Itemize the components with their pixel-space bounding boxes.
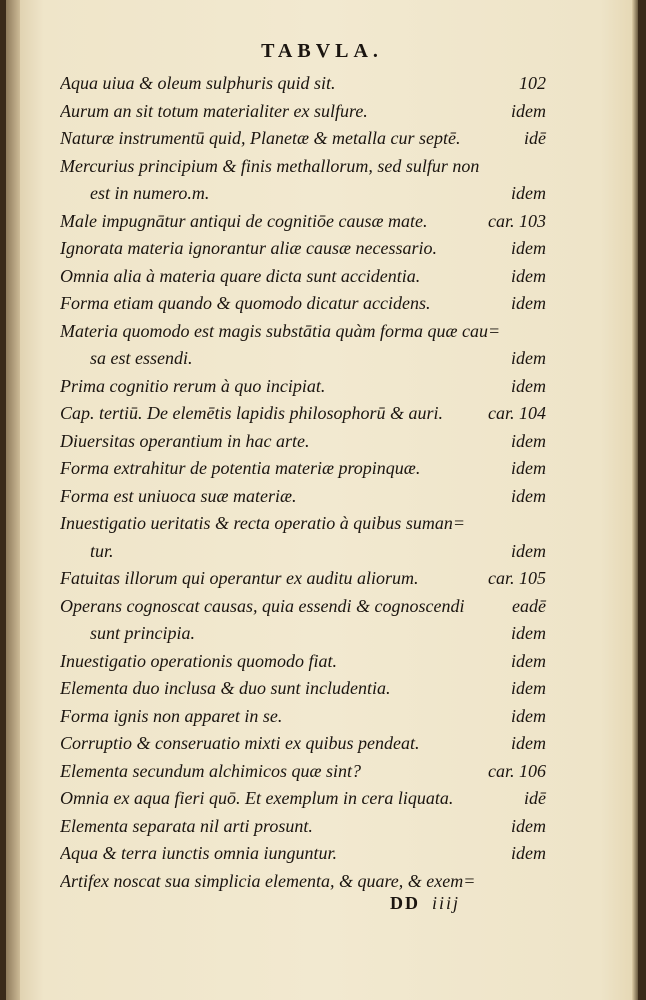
index-entry (60, 290, 546, 318)
entry-page-ref: idem (511, 183, 546, 203)
entry-text: Forma ignis non apparet in se. (60, 705, 283, 726)
index-entry (60, 565, 546, 593)
entry-text: Artifex noscat sua simplicia elementa, & quare, & exem= (60, 870, 476, 891)
entry-page-ref: idem (511, 815, 546, 836)
index-entries (60, 70, 546, 895)
entry-text: Omnia ex aqua fieri quō. Et exemplum in cera liquata. (60, 788, 454, 808)
entry-text: Fatuitas illorum qui operantur ex auditu aliorum. (60, 568, 419, 588)
leaf-number: iiij (432, 893, 461, 913)
entry-text: sunt principia. (90, 623, 196, 643)
page-edge (632, 0, 638, 1000)
entry-text: Inuestigatio operationis quomodo fiat. (60, 650, 337, 671)
entry-page-ref: idem (511, 485, 546, 506)
entry-page-ref: idem (511, 705, 546, 726)
index-entry (60, 180, 546, 208)
entry-text: Ignorata materia ignorantur aliæ causæ necessario. (60, 238, 437, 258)
entry-page-ref: car. 105 (488, 568, 546, 588)
index-entry (60, 538, 546, 566)
entry-text: Prima cognitio rerum à quo incipiat. (60, 375, 326, 396)
entry-page-ref: car. 106 (488, 760, 546, 781)
index-entry (60, 345, 546, 373)
entry-text: Operans cognoscat causas, quia essendi & cognoscendi (60, 595, 465, 616)
index-entry (60, 730, 546, 758)
entry-page-ref: 102 (519, 73, 546, 93)
index-entry (60, 153, 546, 181)
entry-page-ref: idē (524, 128, 546, 148)
index-entry (60, 675, 546, 703)
index-entry (60, 373, 546, 401)
index-entry (60, 510, 546, 538)
entry-page-ref: idem (511, 265, 546, 286)
index-entry (60, 785, 546, 813)
entry-page-ref: eadē (512, 595, 546, 616)
book-page (6, 0, 638, 1000)
entry-text: est in numero.m. (90, 183, 210, 203)
signature-letters: DD (390, 893, 420, 913)
entry-page-ref: idem (511, 843, 546, 863)
entry-page-ref: idem (511, 375, 546, 396)
index-entry (60, 428, 546, 456)
index-entry (60, 235, 546, 263)
entry-text: Forma etiam quando & quomodo dicatur accidens. (60, 293, 431, 313)
index-entry (60, 840, 546, 868)
entry-page-ref: idem (511, 623, 546, 643)
entry-page-ref: idem (511, 293, 546, 313)
entry-text: Materia quomodo est magis substātia quàm forma quæ cau= (60, 320, 501, 341)
index-entry (60, 455, 546, 483)
index-entry (60, 98, 546, 126)
entry-text: Forma est uniuoca suæ materiæ. (60, 485, 297, 506)
index-entry (60, 318, 546, 346)
entry-text: Aqua uiua & oleum sulphuris quid sit. (60, 73, 336, 93)
index-entry (60, 703, 546, 731)
entry-page-ref: idem (511, 458, 546, 478)
entry-text: Cap. tertiū. De elemētis lapidis philosophorū & auri. (60, 403, 443, 423)
entry-text: Elementa duo inclusa & duo sunt includentia. (60, 678, 391, 698)
entry-text: Elementa separata nil arti prosunt. (60, 815, 313, 836)
page-heading: TABVLA. (261, 40, 383, 62)
index-entry (60, 483, 546, 511)
entry-text: Corruptio & conseruatio mixti ex quibus pendeat. (60, 733, 420, 753)
index-entry (60, 70, 546, 98)
entry-page-ref: car. 103 (488, 210, 546, 231)
entry-page-ref: idem (511, 348, 546, 368)
entry-text: Forma extrahitur de potentia materiæ propinquæ. (60, 458, 421, 478)
entry-text: Elementa secundum alchimicos quæ sint? (60, 760, 361, 781)
entry-text: Male impugnātur antiqui de cognitiōe causæ mate. (60, 210, 428, 231)
book-spine-shadow (6, 0, 20, 1000)
entry-page-ref: idem (511, 678, 546, 698)
entry-page-ref: idem (511, 100, 546, 121)
entry-text: Omnia alia à materia quare dicta sunt accidentia. (60, 265, 421, 286)
entry-text: Aqua & terra iunctis omnia iunguntur. (60, 843, 338, 863)
entry-page-ref: idem (511, 430, 546, 451)
index-entry (60, 400, 546, 428)
index-entry (60, 125, 546, 153)
index-entry (60, 758, 546, 786)
index-entry (60, 593, 546, 621)
entry-text: Aurum an sit totum materialiter ex sulfure. (60, 100, 368, 121)
entry-text: Mercurius principium & finis methallorum, sed sulfur non (60, 155, 480, 176)
entry-page-ref: idem (511, 650, 546, 671)
entry-page-ref: car. 104 (488, 403, 546, 423)
entry-text: Naturæ instrumentū quid, Planetæ & metalla cur septē. (60, 128, 461, 148)
index-entry (60, 868, 546, 896)
entry-page-ref: idem (511, 238, 546, 258)
entry-text: Inuestigatio ueritatis & recta operatio à quibus suman= (60, 513, 465, 533)
index-entry (60, 620, 546, 648)
index-entry (60, 208, 546, 236)
entry-page-ref: idem (511, 733, 546, 753)
signature-mark (390, 893, 460, 914)
entry-page-ref: idem (511, 540, 546, 561)
index-entry (60, 263, 546, 291)
index-entry (60, 648, 546, 676)
entry-page-ref: idē (524, 788, 546, 808)
entry-text: tur. (90, 540, 114, 561)
entry-text: sa est essendi. (90, 348, 193, 368)
index-entry (60, 813, 546, 841)
entry-text: Diuersitas operantium in hac arte. (60, 430, 310, 451)
